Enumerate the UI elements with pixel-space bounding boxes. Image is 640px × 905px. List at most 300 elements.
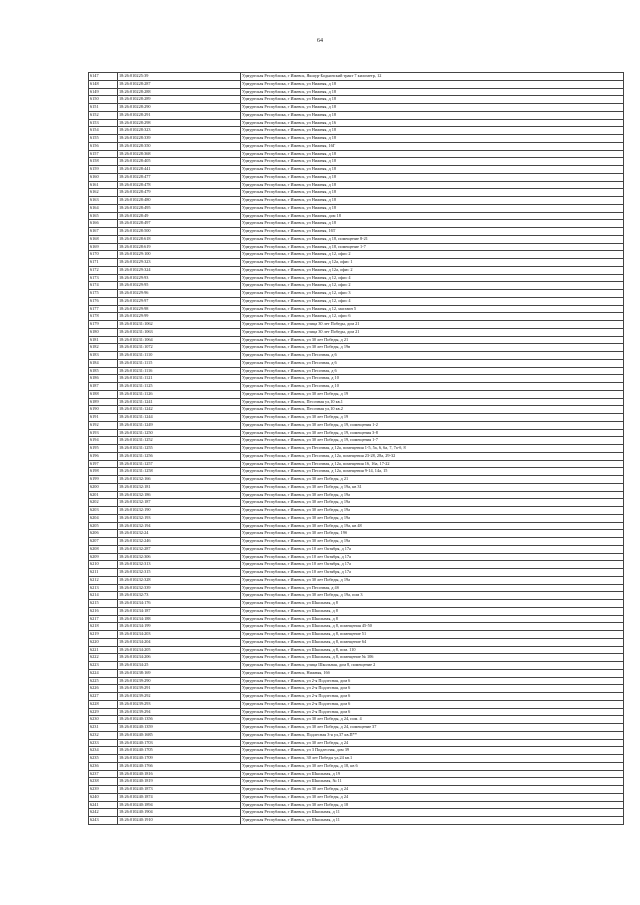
row-number: 6180 — [89, 328, 118, 336]
table-row — [89, 530, 624, 538]
table-row — [89, 321, 624, 329]
cadastral-number: 18:26:010240:1709 — [118, 755, 241, 763]
table-row — [89, 507, 624, 515]
address: Удмуртская Республика, г Ижевск, ул 2-я Подлесная, дом 6 — [241, 708, 624, 716]
table-row — [89, 88, 624, 96]
address: Удмуртская Республика, г Ижевск, ул Школьная, д 19 — [241, 770, 624, 778]
table-row — [89, 228, 624, 236]
row-number: 6158 — [89, 158, 118, 166]
register-table — [88, 72, 624, 825]
table-row — [89, 646, 624, 654]
row-number: 6202 — [89, 499, 118, 507]
table-row — [89, 538, 624, 546]
table-row — [89, 189, 624, 197]
table-row — [89, 638, 624, 646]
row-number: 6218 — [89, 623, 118, 631]
cadastral-number: 18:26:010228:288 — [118, 88, 241, 96]
row-number: 6238 — [89, 778, 118, 786]
cadastral-number: 18:26:010231:1116 — [118, 367, 241, 375]
address: Удмуртская Республика, г Ижевск, ул Школьная, д 8, помещения 45-50 — [241, 623, 624, 631]
cadastral-number: 18:26:010228:298 — [118, 119, 241, 127]
address: Удмуртская Республика, г Ижевск, Нижняя, 16б — [241, 669, 624, 677]
address: Удмуртская Республика, г Ижевск, ул 30 лет Победы, д 19а — [241, 576, 624, 584]
table-row — [89, 266, 624, 274]
address: Удмуртская Республика, г Ижевск, ул Песочная, д 12а, помещения 16, 16а, 17-22 — [241, 460, 624, 468]
row-number: 6211 — [89, 569, 118, 577]
cadastral-number: 18:26:010231:1255 — [118, 445, 241, 453]
cadastral-number: 18:26:010232:194 — [118, 522, 241, 530]
address: Удмуртская Республика, г Ижевск, ул Нижняя, д 12, офис 2 — [241, 251, 624, 259]
address: Удмуртская Республика, г Ижевск, ул 30 лет Победы, д 19а — [241, 507, 624, 515]
address: Удмуртская Республика, г Ижевск, ул 30 лет Победы, д 19в — [241, 344, 624, 352]
cadastral-number: 18:26:010228:478 — [118, 181, 241, 189]
row-number: 6208 — [89, 545, 118, 553]
cadastral-number: 18:26:010231:1125 — [118, 383, 241, 391]
address: Удмуртская Республика, г Ижевск, ул Нижняя, д 18, помещение 1-7 — [241, 243, 624, 251]
row-number: 6174 — [89, 282, 118, 290]
cadastral-number: 18:26:010240:1356 — [118, 716, 241, 724]
address: Удмуртская Республика, г Ижевск, ул Школьная, д 8, помещение 51 — [241, 631, 624, 639]
table-row — [89, 390, 624, 398]
address: Удмуртская Республика, г Ижевск, ул Нижняя, д 18 — [241, 88, 624, 96]
row-number: 6190 — [89, 406, 118, 414]
table-row — [89, 352, 624, 360]
address: Удмуртская Республика, г Ижевск, ул Нижняя, д 18 — [241, 166, 624, 174]
address: Удмуртская Республика, г Ижевск, ул Нижняя, д 18 — [241, 158, 624, 166]
table-row — [89, 142, 624, 150]
row-number: 6195 — [89, 445, 118, 453]
row-number: 6153 — [89, 119, 118, 127]
cadastral-number: 18:26:010234:25 — [118, 662, 241, 670]
row-number: 6240 — [89, 793, 118, 801]
table-row — [89, 336, 624, 344]
row-number: 6187 — [89, 383, 118, 391]
row-number: 6166 — [89, 220, 118, 228]
cadastral-number: 18:26:010231:1244 — [118, 414, 241, 422]
address: Удмуртская Республика, г Ижевск, ул Нижняя, д 18 — [241, 173, 624, 181]
row-number: 6233 — [89, 739, 118, 747]
row-number: 6152 — [89, 111, 118, 119]
table-row — [89, 693, 624, 701]
table-row — [89, 166, 624, 174]
address: Удмуртская Республика, г Ижевск, ул 30 лет Победы, д 19а — [241, 514, 624, 522]
address: Удмуртская Республика, г Ижевск, Якшур-Бодьинский тракт 7 километр, 12 — [241, 73, 624, 81]
cadastral-number: 18:26:010232:339 — [118, 584, 241, 592]
address: Удмуртская Республика, г Ижевск, улица 30 лет Победы, дом 21 — [241, 321, 624, 329]
address: Удмуртская Республика, г Ижевск, ул Нижняя, д 18 — [241, 150, 624, 158]
table-row — [89, 592, 624, 600]
table-row — [89, 739, 624, 747]
page-number: 64 — [317, 38, 323, 44]
cadastral-number: 18:26:010231:1110 — [118, 352, 241, 360]
row-number: 6205 — [89, 522, 118, 530]
table-row — [89, 755, 624, 763]
table-row — [89, 367, 624, 375]
cadastral-number: 18:26:010240:1873 — [118, 786, 241, 794]
cadastral-number: 18:26:010232:313 — [118, 561, 241, 569]
address: Удмуртская Республика, г Ижевск, улица 30 лет Победы, дом 21 — [241, 328, 624, 336]
row-number: 6147 — [89, 73, 118, 81]
row-number: 6172 — [89, 266, 118, 274]
address: Удмуртская Республика, г Ижевск, улица Школьная, дом 8, помещение 2 — [241, 662, 624, 670]
row-number: 6229 — [89, 708, 118, 716]
table-row — [89, 104, 624, 112]
cadastral-number: 18:26:010232:306 — [118, 553, 241, 561]
cadastral-number: 18:26:010228:441 — [118, 166, 241, 174]
table-row — [89, 204, 624, 212]
table-row — [89, 344, 624, 352]
cadastral-number: 18:26:010229:97 — [118, 297, 241, 305]
table-row — [89, 468, 624, 476]
table-row — [89, 584, 624, 592]
table-row — [89, 135, 624, 143]
address: Удмуртская Республика, г Ижевск, ул 30 лет Победы, д 18 — [241, 801, 624, 809]
table-row — [89, 429, 624, 437]
row-number: 6156 — [89, 142, 118, 150]
table-row — [89, 359, 624, 367]
row-number: 6189 — [89, 398, 118, 406]
cadastral-number: 18:26:010234:204 — [118, 638, 241, 646]
cadastral-number: 18:26:010232:187 — [118, 499, 241, 507]
cadastral-number: 18:26:010229:96 — [118, 290, 241, 298]
table-row — [89, 80, 624, 88]
cadastral-number: 18:26:010232:190 — [118, 507, 241, 515]
table-row — [89, 600, 624, 608]
table-row — [89, 623, 624, 631]
row-number: 6232 — [89, 731, 118, 739]
row-number: 6157 — [89, 150, 118, 158]
address: Удмуртская Республика, г Ижевск, ул 10 лет Октября, д 17а — [241, 545, 624, 553]
table-row — [89, 383, 624, 391]
cadastral-number: 18:26:010240:1705 — [118, 747, 241, 755]
row-number: 6237 — [89, 770, 118, 778]
row-number: 6193 — [89, 429, 118, 437]
table-row — [89, 150, 624, 158]
table-row — [89, 631, 624, 639]
address: Удмуртская Республика, г Ижевск, ул Нижняя, дом 18 — [241, 212, 624, 220]
address: Удмуртская Республика, г Ижевск, ул 30 лет Победы, д 19а, кв 31 — [241, 483, 624, 491]
address: Удмуртская Республика, г Ижевск, ул 30 лет Победы, д 18, кв 6 — [241, 762, 624, 770]
row-number: 6170 — [89, 251, 118, 259]
cadastral-number: 18:26:010240:1816 — [118, 770, 241, 778]
table-row — [89, 212, 624, 220]
cadastral-number: 18:26:010239:291 — [118, 685, 241, 693]
cadastral-number: 18:26:010231:1063 — [118, 328, 241, 336]
row-number: 6204 — [89, 514, 118, 522]
address: Удмуртская Республика, г Ижевск, ул 30 лет Победы, д 19 — [241, 390, 624, 398]
cadastral-number: 18:26:010228:480 — [118, 197, 241, 205]
address: Удмуртская Республика, г Ижевск, ул Нижняя, д 18 — [241, 80, 624, 88]
address: Удмуртская Республика, г Ижевск, ул Нижняя, д 18 — [241, 104, 624, 112]
table-row — [89, 762, 624, 770]
address: Удмуртская Республика, г Ижевск, Песочная ул,10 кв.2 — [241, 406, 624, 414]
table-row — [89, 731, 624, 739]
row-number: 6179 — [89, 321, 118, 329]
table-row — [89, 158, 624, 166]
row-number: 6191 — [89, 414, 118, 422]
cadastral-number: 18:26:010231:1258 — [118, 468, 241, 476]
cadastral-number: 18:26:010240:1874 — [118, 793, 241, 801]
address: Удмуртская Республика, г Ижевск, ул Школьная, д 8, помещение № 106 — [241, 654, 624, 662]
address: Удмуртская Республика, г Ижевск, ул Нижняя, д 18 — [241, 189, 624, 197]
address: Удмуртская Республика, г Ижевск, ул Нижняя, д 18 — [241, 96, 624, 104]
cadastral-number: 18:26:010234:176 — [118, 600, 241, 608]
address: Удмуртская Республика, г Ижевск, ул 30 лет Победы, д 19а, кв 48 — [241, 522, 624, 530]
row-number: 6160 — [89, 173, 118, 181]
table-row — [89, 669, 624, 677]
address: Удмуртская Республика, г Ижевск, 30 лет Победы ул,24 кв.1 — [241, 755, 624, 763]
row-number: 6200 — [89, 483, 118, 491]
cadastral-number: 18:26:010231:1252 — [118, 437, 241, 445]
address: Удмуртская Республика, г Ижевск, ул Нижняя, д 18 — [241, 111, 624, 119]
address: Удмуртская Республика, г Ижевск, ул 30 лет Победы, д 24 — [241, 793, 624, 801]
table-row — [89, 747, 624, 755]
table-row — [89, 414, 624, 422]
cadastral-number: 18:26:010239:292 — [118, 693, 241, 701]
table-row — [89, 181, 624, 189]
table-row — [89, 445, 624, 453]
table-row — [89, 398, 624, 406]
address: Удмуртская Республика, г Ижевск, ул Нижняя, д 12а, офис 2 — [241, 266, 624, 274]
address: Удмуртская Республика, г Ижевск, Песочная ул,10 кв.1 — [241, 398, 624, 406]
table-row — [89, 313, 624, 321]
row-number: 6185 — [89, 367, 118, 375]
cadastral-number: 18:26:010229:93 — [118, 274, 241, 282]
table-row — [89, 607, 624, 615]
address: Удмуртская Республика, г Ижевск, ул 30 лет Победы, д 19а — [241, 491, 624, 499]
address: Удмуртская Республика, г Ижевск, ул Школьная, д 11 — [241, 809, 624, 817]
address: Удмуртская Республика, г Ижевск, ул Нижняя, д 12, офис 3 — [241, 290, 624, 298]
row-number: 6151 — [89, 104, 118, 112]
row-number: 6199 — [89, 476, 118, 484]
row-number: 6182 — [89, 344, 118, 352]
table-row — [89, 305, 624, 313]
cadastral-number: 18:26:010231:1115 — [118, 359, 241, 367]
cadastral-number: 18:26:010238:169 — [118, 669, 241, 677]
cadastral-number: 18:26:010228:323 — [118, 127, 241, 135]
address: Удмуртская Республика, г Ижевск, ул 30 лет Победы, д 19а — [241, 538, 624, 546]
address: Удмуртская Республика, г Ижевск, ул Нижняя, д 12, офис 6 — [241, 313, 624, 321]
address: Удмуртская Республика, г Ижевск, ул Песочная, д 12а, помещения 23-28, 28а, 29-32 — [241, 452, 624, 460]
row-number: 6163 — [89, 197, 118, 205]
table-row — [89, 437, 624, 445]
address: Удмуртская Республика, г Ижевск, ул 30 лет Победы, д 21 — [241, 336, 624, 344]
row-number: 6235 — [89, 755, 118, 763]
row-number: 6155 — [89, 135, 118, 143]
cadastral-number: 18:26:010231:1249 — [118, 421, 241, 429]
address: Удмуртская Республика, г Ижевск, ул 30 лет Победы, д 19, помещения 1-2 — [241, 421, 624, 429]
row-number: 6230 — [89, 716, 118, 724]
row-number: 6209 — [89, 553, 118, 561]
address: Удмуртская Республика, г Ижевск, ул Нижняя, д 12, магазин 5 — [241, 305, 624, 313]
address: Удмуртская Республика, г Ижевск, ул 2-я Подлесная, дом 6 — [241, 693, 624, 701]
table-row — [89, 545, 624, 553]
cadastral-number: 18:26:010240:1685 — [118, 731, 241, 739]
cadastral-number: 18:26:010231:1072 — [118, 344, 241, 352]
address: Удмуртская Республика, г Ижевск, ул Нижняя, д 12а, офис 1 — [241, 259, 624, 267]
cadastral-number: 18:26:010231:1257 — [118, 460, 241, 468]
address: Удмуртская Республика, г Ижевск, ул Нижняя, д 18 — [241, 197, 624, 205]
cadastral-number: 18:26:010228:290 — [118, 104, 241, 112]
table-row — [89, 817, 624, 825]
row-number: 6173 — [89, 274, 118, 282]
cadastral-number: 18:26:010228:497 — [118, 220, 241, 228]
address: Удмуртская Республика, г Ижевск, ул Школьная, д 8 — [241, 615, 624, 623]
address: Удмуртская Республика, г Ижевск, ул Нижняя, д 12, офис 2 — [241, 282, 624, 290]
cadastral-number: 18:26:010240:1766 — [118, 762, 241, 770]
row-number: 6159 — [89, 166, 118, 174]
table-row — [89, 793, 624, 801]
address: Удмуртская Республика, г Ижевск, ул 30 лет Победы, д 24, помещение 37 — [241, 724, 624, 732]
cadastral-number: 18:26:010228:49 — [118, 212, 241, 220]
table-row — [89, 700, 624, 708]
row-number: 6219 — [89, 631, 118, 639]
cadastral-number: 18:26:010225:39 — [118, 73, 241, 81]
cadastral-number: 18:26:010229:100 — [118, 251, 241, 259]
row-number: 6196 — [89, 452, 118, 460]
address: Удмуртская Республика, г Ижевск, ул Нижняя, д 18 — [241, 204, 624, 212]
row-number: 6224 — [89, 669, 118, 677]
address: Удмуртская Республика, г Ижевск, ул 10 лет Октября, д 17а — [241, 561, 624, 569]
table-row — [89, 778, 624, 786]
address: Удмуртская Республика, г Ижевск, ул Нижняя, д 18 — [241, 181, 624, 189]
table-row — [89, 96, 624, 104]
address: Удмуртская Республика, г Ижевск, ул 10 лет Октября, д 17а — [241, 553, 624, 561]
cadastral-number: 18:26:010234:206 — [118, 654, 241, 662]
table-row — [89, 677, 624, 685]
cadastral-number: 18:26:010232:24 — [118, 530, 241, 538]
cadastral-number: 18:26:010232:246 — [118, 538, 241, 546]
table-row — [89, 282, 624, 290]
row-number: 6162 — [89, 189, 118, 197]
table-row — [89, 716, 624, 724]
row-number: 6175 — [89, 290, 118, 298]
address: Удмуртская Республика, г Ижевск, ул 2-я Подлесная, дом 6 — [241, 685, 624, 693]
address: Удмуртская Республика, г Ижевск, ул Нижняя, д 18 — [241, 127, 624, 135]
cadastral-number: 18:26:010228:477 — [118, 173, 241, 181]
row-number: 6169 — [89, 243, 118, 251]
address: Удмуртская Республика, г Ижевск, ул Песочная, д 6 — [241, 352, 624, 360]
table-row — [89, 576, 624, 584]
row-number: 6216 — [89, 607, 118, 615]
table-row — [89, 127, 624, 135]
cadastral-number: 18:26:010232:166 — [118, 476, 241, 484]
cadastral-number: 18:26:010232:315 — [118, 569, 241, 577]
table-row — [89, 73, 624, 81]
row-number: 6222 — [89, 654, 118, 662]
table-row — [89, 809, 624, 817]
address: Удмуртская Республика, г Ижевск, ул 30 лет Победы, д 24, пом. 4 — [241, 716, 624, 724]
row-number: 6178 — [89, 313, 118, 321]
cadastral-number: 18:26:010228:479 — [118, 189, 241, 197]
row-number: 6201 — [89, 491, 118, 499]
row-number: 6149 — [89, 88, 118, 96]
row-number: 6225 — [89, 677, 118, 685]
cadastral-number: 18:26:010231:1126 — [118, 390, 241, 398]
row-number: 6243 — [89, 817, 118, 825]
table-row — [89, 483, 624, 491]
cadastral-number: 18:26:010228:291 — [118, 111, 241, 119]
table-row — [89, 111, 624, 119]
cadastral-number: 18:26:010232:73 — [118, 592, 241, 600]
row-number: 6197 — [89, 460, 118, 468]
address: Удмуртская Республика, г Ижевск, ул 30 лет Победы, д 19 — [241, 414, 624, 422]
table-row — [89, 220, 624, 228]
table-row — [89, 243, 624, 251]
table-row — [89, 406, 624, 414]
cadastral-number: 18:26:010232:186 — [118, 491, 241, 499]
address: Удмуртская Республика, г Ижевск, ул 30 лет Победы, д 19, помещения 3-8 — [241, 429, 624, 437]
cadastral-number: 18:26:010228:339 — [118, 135, 241, 143]
table-row — [89, 460, 624, 468]
table-row — [89, 662, 624, 670]
table-row — [89, 553, 624, 561]
address: Удмуртская Республика, г Ижевск, ул Школьная, д 8, пом. 110 — [241, 646, 624, 654]
cadastral-number: 18:26:010228:287 — [118, 80, 241, 88]
cadastral-number: 18:26:010232:193 — [118, 514, 241, 522]
row-number: 6207 — [89, 538, 118, 546]
row-number: 6220 — [89, 638, 118, 646]
row-number: 6161 — [89, 181, 118, 189]
cadastral-number: 18:26:010234:188 — [118, 615, 241, 623]
address: Удмуртская Республика, г Ижевск, ул 30 лет Победы, д 24 — [241, 739, 624, 747]
address: Удмуртская Республика, г Ижевск, ул 2-я Подлесная, дом 6 — [241, 700, 624, 708]
cadastral-number: 18:26:010232:181 — [118, 483, 241, 491]
address: Удмуртская Республика, г Ижевск, ул 30 лет Победы, д 21 — [241, 476, 624, 484]
table-row — [89, 476, 624, 484]
table-row — [89, 801, 624, 809]
address: Удмуртская Республика, г Ижевск, ул Песочная, д 12а, помещения 1-5, 5а, 6, 6а, 7, 7а-б, 8 — [241, 445, 624, 453]
address: Удмуртская Республика, г Ижевск, ул 30 лет Победы, д 19а — [241, 499, 624, 507]
row-number: 6228 — [89, 700, 118, 708]
row-number: 6215 — [89, 600, 118, 608]
address: Удмуртская Республика, г Ижевск, ул Школьная, д 11 — [241, 817, 624, 825]
cadastral-number: 18:26:010231:1241 — [118, 398, 241, 406]
cadastral-number: 18:26:010229:99 — [118, 313, 241, 321]
address: Удмуртская Республика, г Ижевск, ул Нижняя, д 12, офис 4 — [241, 274, 624, 282]
address: Удмуртская Республика, г Ижевск, ул Нижняя, д 16 — [241, 119, 624, 127]
cadastral-number: 18:26:010240:1359 — [118, 724, 241, 732]
cadastral-number: 18:26:010229:323 — [118, 259, 241, 267]
table-row — [89, 173, 624, 181]
address: Удмуртская Республика, г Ижевск, ул Нижняя, д 18, помещение 8-21 — [241, 235, 624, 243]
cadastral-number: 18:26:010231:1062 — [118, 321, 241, 329]
table-row — [89, 499, 624, 507]
row-number: 6154 — [89, 127, 118, 135]
address: Удмуртская Республика, г Ижевск, ул Школьная, д 8 — [241, 607, 624, 615]
address: Удмуртская Республика, г Ижевск, ул 2-я Подлесная, дом 6 — [241, 677, 624, 685]
row-number: 6241 — [89, 801, 118, 809]
row-number: 6165 — [89, 212, 118, 220]
table-row — [89, 297, 624, 305]
table-row — [89, 522, 624, 530]
address: Удмуртская Республика, г Ижевск, ул Нижняя, 16Г — [241, 142, 624, 150]
table-row — [89, 197, 624, 205]
cadastral-number: 18:26:010228:500 — [118, 228, 241, 236]
row-number: 6214 — [89, 592, 118, 600]
row-number: 6234 — [89, 747, 118, 755]
row-number: 6150 — [89, 96, 118, 104]
address: Удмуртская Республика, г Ижевск, ул Школьная, № 11 — [241, 778, 624, 786]
row-number: 6168 — [89, 235, 118, 243]
row-number: 6184 — [89, 359, 118, 367]
row-number: 6236 — [89, 762, 118, 770]
row-number: 6164 — [89, 204, 118, 212]
address: Удмуртская Республика, г Ижевск, ул 30 лет Победы, д 19а, пом 3 — [241, 592, 624, 600]
cadastral-number: 18:26:010228:618 — [118, 235, 241, 243]
row-number: 6177 — [89, 305, 118, 313]
cadastral-number: 18:26:010240:1703 — [118, 739, 241, 747]
